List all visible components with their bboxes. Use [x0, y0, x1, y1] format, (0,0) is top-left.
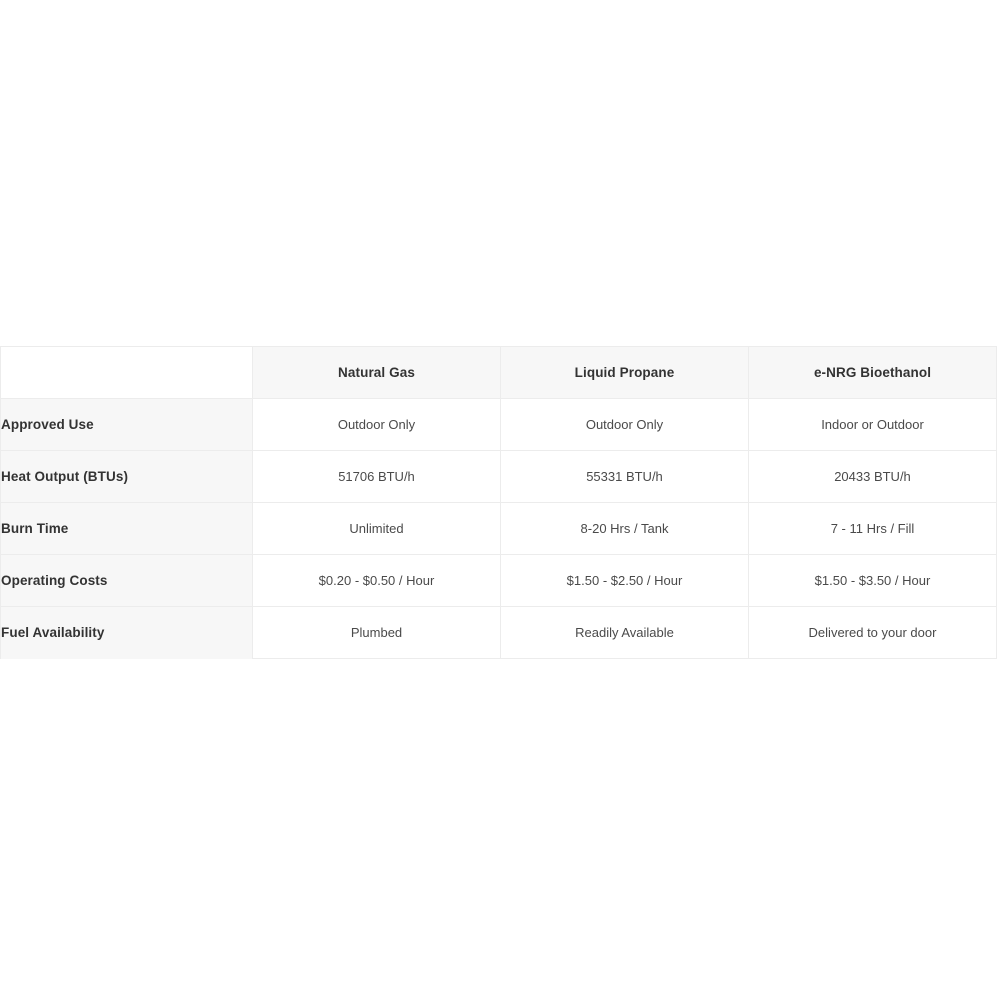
cell-burn-time-liquid-propane: 8-20 Hrs / Tank: [501, 503, 749, 555]
fuel-comparison-table: [0, 346, 997, 659]
cell-fuel-availability-natural-gas: Plumbed: [253, 607, 501, 659]
row-header-burn-time: Burn Time: [1, 503, 253, 555]
table-corner-cell: [1, 347, 253, 399]
table-body: [1, 399, 997, 659]
comparison-table-wrapper: [0, 346, 996, 659]
table-header: [1, 347, 997, 399]
cell-approved-use-liquid-propane: Outdoor Only: [501, 399, 749, 451]
row-header-operating-costs: Operating Costs: [1, 555, 253, 607]
cell-approved-use-bioethanol: Indoor or Outdoor: [749, 399, 997, 451]
table-row: [1, 451, 997, 503]
table-header-row: [1, 347, 997, 399]
cell-heat-output-bioethanol: 20433 BTU/h: [749, 451, 997, 503]
cell-fuel-availability-liquid-propane: Readily Available: [501, 607, 749, 659]
table-row: [1, 555, 997, 607]
cell-operating-costs-liquid-propane: $1.50 - $2.50 / Hour: [501, 555, 749, 607]
cell-operating-costs-natural-gas: $0.20 - $0.50 / Hour: [253, 555, 501, 607]
column-header-natural-gas: Natural Gas: [253, 347, 501, 399]
table-row: [1, 399, 997, 451]
row-header-heat-output: Heat Output (BTUs): [1, 451, 253, 503]
table-row: [1, 607, 997, 659]
column-header-e-nrg-bioethanol: e-NRG Bioethanol: [749, 347, 997, 399]
cell-heat-output-natural-gas: 51706 BTU/h: [253, 451, 501, 503]
column-header-liquid-propane: Liquid Propane: [501, 347, 749, 399]
cell-fuel-availability-bioethanol: Delivered to your door: [749, 607, 997, 659]
table-row: [1, 503, 997, 555]
row-header-approved-use: Approved Use: [1, 399, 253, 451]
cell-operating-costs-bioethanol: $1.50 - $3.50 / Hour: [749, 555, 997, 607]
row-header-fuel-availability: Fuel Availability: [1, 607, 253, 659]
cell-burn-time-natural-gas: Unlimited: [253, 503, 501, 555]
cell-approved-use-natural-gas: Outdoor Only: [253, 399, 501, 451]
cell-heat-output-liquid-propane: 55331 BTU/h: [501, 451, 749, 503]
cell-burn-time-bioethanol: 7 - 11 Hrs / Fill: [749, 503, 997, 555]
